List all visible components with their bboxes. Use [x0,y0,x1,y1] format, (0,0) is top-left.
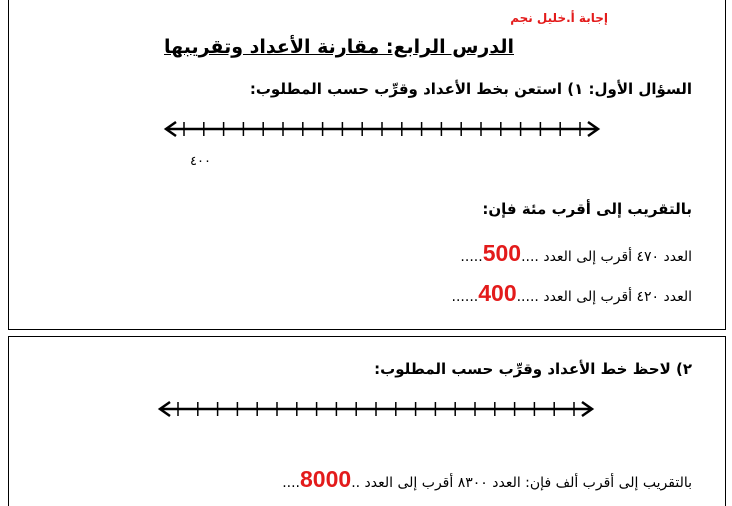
rounding-line-3-text: بالتقريب إلى أقرب ألف فإن: العدد ٨٣٠٠ أقرب إلى العدد [364,475,692,491]
question-1-prompt: السؤال الأول: ١) استعن بخط الأعداد وقرِّب حسب المطلوب: [249,80,692,98]
rounding-line-2: العدد ٤٢٠ أقرب إلى العدد .....400...... [451,280,692,306]
rounding-line-1: العدد ٤٧٠ أقرب إلى العدد ....500..... [460,240,692,266]
lesson-title: الدرس الرابع: مقارنة الأعداد وتقريبها [164,36,514,58]
answer-2: 400 [478,280,517,306]
rounding-heading: بالتقريب إلى أقرب مئة فإن: [482,200,692,218]
rounding-line-2-text: العدد ٤٢٠ أقرب إلى العدد [543,289,692,305]
axis-label-400: ٤٠٠ [190,154,211,169]
rounding-line-3: بالتقريب إلى أقرب ألف فإن: العدد ٨٣٠٠ أقرب إلى العدد ..8000.... [282,466,692,492]
answer-1: 500 [482,240,522,266]
answer-3: 8000 [300,466,352,492]
rounding-line-1-text: العدد ٤٧٠ أقرب إلى العدد [543,249,692,265]
question-2-prompt: ٢) لاحظ خط الأعداد وقرِّب حسب المطلوب: [374,360,692,378]
author-credit: إجابة أ.خليل نجم [510,11,608,25]
